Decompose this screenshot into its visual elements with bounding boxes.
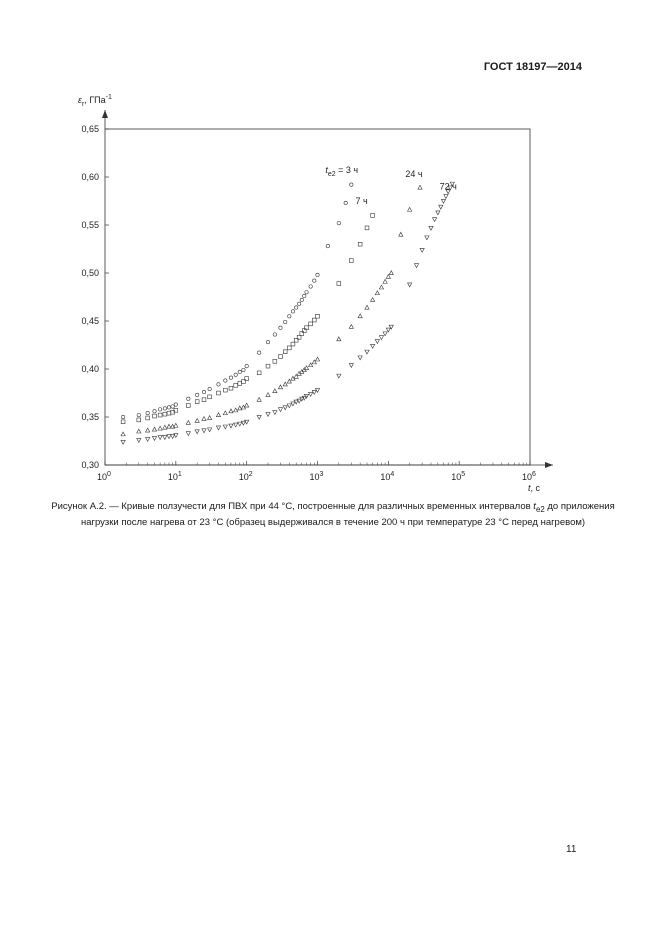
triangle-up-point (195, 419, 199, 423)
circle-point (294, 306, 297, 309)
triangle-down-point (386, 328, 390, 332)
triangle-down-point (158, 436, 162, 440)
circle-point (279, 326, 282, 329)
square-point (291, 342, 295, 346)
circle-point (187, 397, 190, 400)
circle-point (224, 379, 227, 382)
triangle-up-point (358, 314, 362, 318)
triangle-up-point (408, 207, 412, 211)
triangle-down-point (337, 374, 341, 378)
triangle-up-point (399, 232, 403, 236)
square-point (257, 371, 261, 375)
caption-variable: t (533, 501, 536, 512)
triangle-down-point (163, 436, 167, 440)
triangle-down-point (208, 428, 212, 432)
circle-point (174, 403, 177, 406)
circle-point (303, 294, 306, 297)
triangle-up-point (216, 413, 220, 417)
triangle-up-point (283, 382, 287, 386)
triangle-down-point (202, 429, 206, 433)
triangle-up-point (379, 285, 383, 289)
square-point (316, 314, 320, 318)
square-point (349, 259, 353, 263)
triangle-down-point (241, 421, 245, 425)
circle-point (245, 364, 248, 367)
circle-point (158, 408, 161, 411)
triangle-down-point (170, 435, 174, 439)
triangle-up-point (121, 432, 125, 436)
triangle-down-point (433, 218, 437, 222)
circle-point (300, 298, 303, 301)
triangle-up-point (371, 298, 375, 302)
square-point (208, 395, 212, 399)
triangle-down-point (436, 211, 440, 215)
triangle-down-point (146, 437, 150, 441)
circle-point (273, 333, 276, 336)
triangle-down-point (234, 423, 238, 427)
square-point (217, 391, 221, 395)
y-axis-arrow (102, 110, 108, 118)
triangle-up-point (389, 271, 393, 275)
triangle-down-point (383, 332, 387, 336)
triangle-up-point (202, 417, 206, 421)
square-point (229, 386, 233, 390)
caption-text-1: Рисунок А.2. — Кривые ползучести для ПВХ при 44 °С, построенные для различных временных интервалов (51, 501, 534, 512)
square-point (358, 242, 362, 246)
square-point (365, 226, 369, 230)
y-tick-label: 0,65 (81, 124, 99, 134)
triangle-up-point (137, 429, 141, 433)
triangle-up-point (229, 409, 233, 413)
y-tick-label: 0,35 (81, 412, 99, 422)
circle-point (242, 368, 245, 371)
circle-point (344, 201, 347, 204)
circle-point (137, 413, 140, 416)
triangle-up-point (294, 374, 298, 378)
series-annotation-label: 72 ч (439, 181, 457, 192)
triangle-down-point (273, 411, 277, 415)
square-point (283, 350, 287, 354)
triangle-down-point (349, 364, 353, 368)
triangle-down-point (429, 226, 433, 230)
triangle-up-point (315, 357, 319, 361)
triangle-down-point (216, 426, 220, 430)
document-code: ГОСТ 18197—2014 (483, 61, 582, 73)
triangle-down-point (266, 413, 270, 417)
x-tick-label: $10^1$ (167, 471, 182, 482)
circle-point (284, 320, 287, 323)
square-point (167, 411, 171, 415)
square-point (273, 359, 277, 363)
plot-area-border (105, 129, 530, 465)
triangle-up-point (349, 324, 353, 328)
triangle-down-point (444, 195, 448, 199)
x-tick-label: $10^4$ (380, 471, 395, 482)
circle-point (146, 411, 149, 414)
data-points (121, 182, 454, 444)
figure-caption (40, 500, 626, 529)
square-point (302, 329, 306, 333)
square-point (279, 355, 283, 359)
triangle-up-point (375, 291, 379, 295)
triangle-down-point (223, 425, 227, 429)
triangle-up-point (152, 427, 156, 431)
triangle-down-point (420, 248, 424, 252)
y-tick-label: 0,55 (81, 220, 99, 230)
triangle-down-point (186, 432, 190, 436)
triangle-up-point (238, 406, 242, 410)
circle-point (337, 221, 340, 224)
circle-point (202, 390, 205, 393)
triangle-up-point (158, 426, 162, 430)
triangle-down-point (152, 437, 156, 441)
triangle-up-point (418, 185, 422, 189)
triangle-down-point (441, 199, 445, 203)
triangle-down-point (358, 356, 362, 360)
circle-point (350, 183, 353, 186)
square-point (305, 326, 309, 330)
triangle-up-point (174, 423, 178, 427)
circle-point (163, 407, 166, 410)
triangle-up-point (266, 393, 270, 397)
triangle-down-point (257, 415, 261, 419)
triangle-up-point (234, 408, 238, 412)
circle-point (171, 405, 174, 408)
circle-point (313, 279, 316, 282)
circle-point (208, 387, 211, 390)
circle-point (229, 376, 232, 379)
circle-point (217, 383, 220, 386)
triangle-up-point (383, 279, 387, 283)
square-point (186, 404, 190, 408)
x-tick-label: $10^0$ (97, 471, 111, 482)
triangle-up-point (304, 366, 308, 370)
circle-point (195, 393, 198, 396)
square-point (337, 282, 341, 286)
triangle-up-point (278, 385, 282, 389)
triangle-up-point (245, 403, 249, 407)
square-point (371, 214, 375, 218)
square-point (300, 332, 304, 336)
square-point (158, 413, 162, 417)
triangle-down-point (238, 422, 242, 426)
triangle-up-point (163, 425, 167, 429)
y-tick-label: 0,30 (81, 460, 99, 470)
x-tick-label: $10^6$ (522, 471, 536, 482)
square-point (153, 414, 157, 418)
x-tick-label: $10^5$ (451, 471, 466, 482)
square-point (312, 318, 316, 322)
circle-point (305, 291, 308, 294)
triangle-down-point (229, 424, 233, 428)
y-tick-label: 0,60 (81, 172, 99, 182)
triangle-down-point (278, 408, 282, 412)
triangle-down-point (167, 435, 171, 439)
caption-text-2: до приложения нагрузки после нагрева от 23 °С (образец выдерживался в течение 200 ч при температуре 23 °С перед нагревом) (80, 501, 615, 528)
series-annotations (325, 165, 457, 206)
x-axis-label: t, с (528, 483, 541, 493)
circle-point (326, 244, 329, 247)
plot-frame (102, 110, 553, 468)
axis-ticks (81, 124, 536, 482)
page-number: 11 (566, 844, 577, 855)
square-point (234, 383, 238, 387)
axis-labels (78, 94, 541, 493)
series-annotation-label: $t_{e2} = 3$ ч (325, 165, 359, 179)
triangle-down-point (371, 344, 375, 348)
triangle-down-point (375, 340, 379, 344)
square-point (163, 412, 167, 416)
x-tick-label: $10^3$ (309, 471, 324, 482)
square-point (266, 364, 270, 368)
circle-point (234, 373, 237, 376)
triangle-up-point (208, 416, 212, 420)
square-point (195, 400, 199, 404)
triangle-up-point (257, 397, 261, 401)
square-point (287, 346, 291, 350)
square-point (238, 382, 242, 386)
square-point (309, 322, 313, 326)
triangle-down-point (389, 325, 393, 329)
y-tick-label: 0,40 (81, 364, 99, 374)
triangle-down-point (121, 440, 125, 444)
square-point (146, 416, 150, 420)
circle-point (257, 351, 260, 354)
triangle-up-point (365, 305, 369, 309)
triangle-down-point (425, 236, 429, 240)
circle-point (309, 285, 312, 288)
series-annotation-label: 24 ч (405, 169, 423, 179)
circle-point (316, 273, 319, 276)
triangle-down-point (414, 264, 418, 268)
circle-point (167, 406, 170, 409)
circle-point (288, 315, 291, 318)
triangle-down-point (379, 336, 383, 340)
triangle-up-point (337, 337, 341, 341)
triangle-down-point (287, 404, 291, 408)
square-point (223, 388, 227, 392)
y-axis-label: $\varepsilon_r$, ГПа$^{-1}$ (78, 94, 112, 108)
triangle-up-point (186, 420, 190, 424)
triangle-down-point (309, 392, 313, 396)
x-axis-arrow (545, 462, 553, 468)
triangle-up-point (386, 275, 390, 279)
triangle-up-point (223, 411, 227, 415)
triangle-down-point (195, 430, 199, 434)
triangle-up-point (273, 389, 277, 393)
y-tick-label: 0,50 (81, 268, 99, 278)
square-point (202, 398, 206, 402)
y-tick-label: 0,45 (81, 316, 99, 326)
circle-point (238, 370, 241, 373)
x-tick-label: $10^2$ (238, 471, 253, 482)
triangle-down-point (439, 205, 443, 209)
triangle-down-point (408, 283, 412, 287)
triangle-down-point (137, 438, 141, 442)
circle-point (121, 415, 124, 418)
square-point (137, 418, 141, 422)
triangle-up-point (146, 428, 150, 432)
series-annotation-label: 7 ч (355, 195, 368, 206)
circle-point (266, 340, 269, 343)
triangle-down-point (283, 406, 287, 410)
circle-point (297, 302, 300, 305)
triangle-up-point (167, 424, 171, 428)
circle-point (291, 310, 294, 313)
triangle-down-point (365, 350, 369, 354)
square-point (121, 420, 125, 424)
caption-variable-sub: e2 (535, 504, 545, 514)
circle-point (153, 410, 156, 413)
